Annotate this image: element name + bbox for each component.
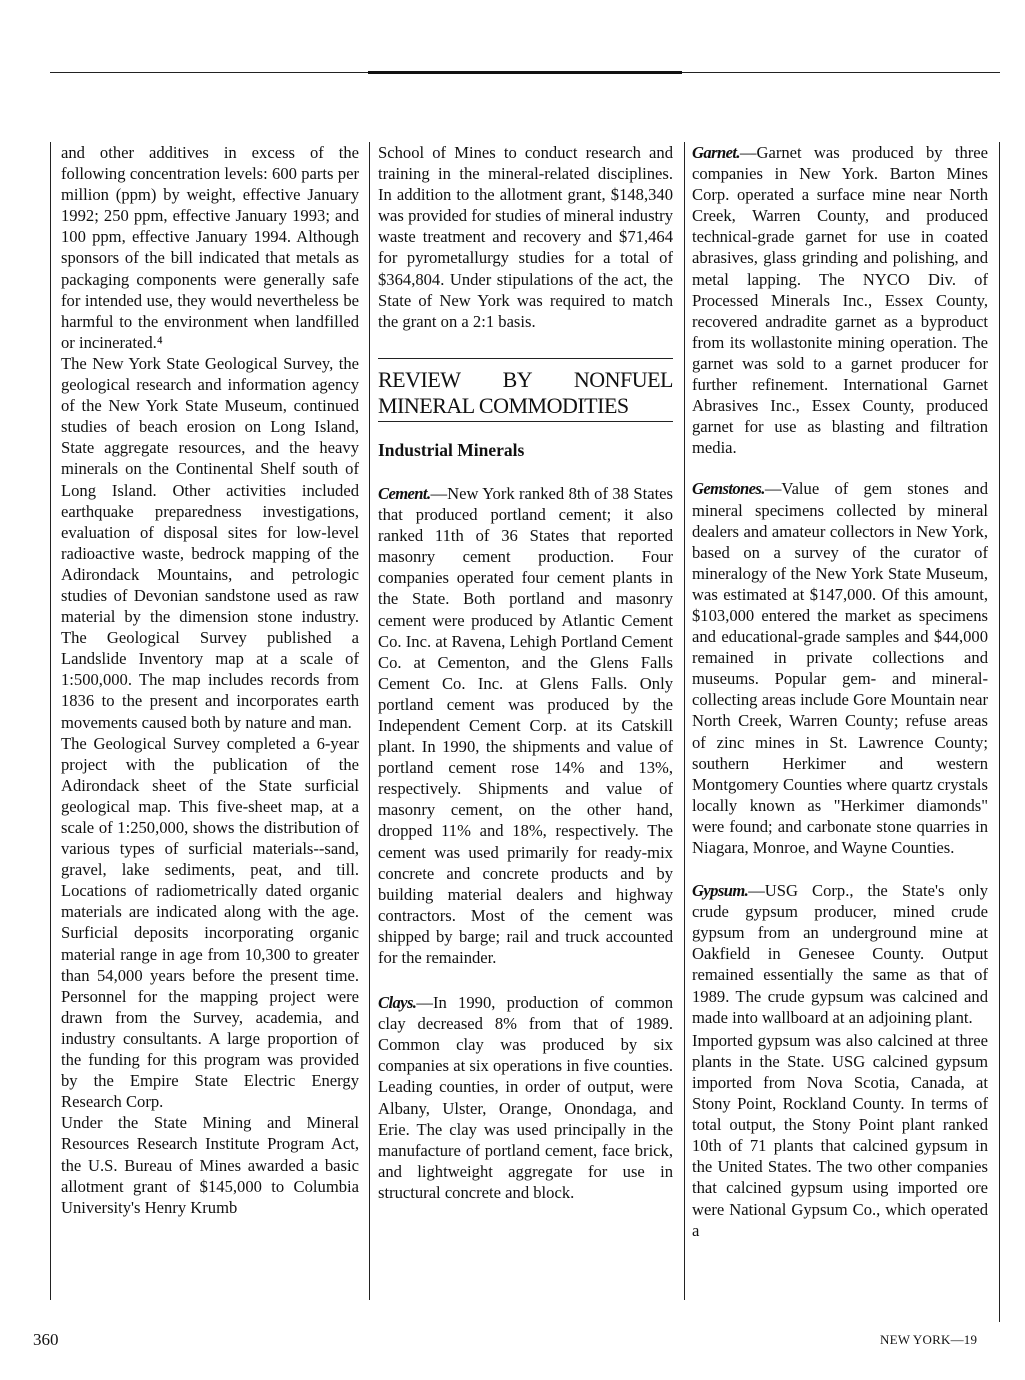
paragraph: The New York State Geological Survey, the geological research and information agency of the New York State Museum, continued studies of beach erosion on Long Island, State aggregate resources, and the heavy minerals on the Continental Shelf south of Long Island. Other activities included earthquake preparedness investigations, evaluation of disposal sites for low-level radioactive waste, bedrock mapping of the Adirondack Mountains, and petrologic studies of Devonian sandstone used as raw material by the dimension stone industry. The Geological Survey published a Landslide Inventory map at a scale of 1:500,000. The map includes records from 1836 to the present and incorporates earth movements caused both by nature and man. (61, 353, 359, 732)
column-3 (692, 142, 988, 1241)
paragraph-text: —USG Corp., the State's only crude gypsum producer, mined crude gypsum from an underground mine at Oakfield in Genesee County. Output remained essentially the same as that of 1989. The crude gypsum was calcined and made into wallboard at an adjoining plant. (692, 881, 988, 1027)
paragraph: and other additives in excess of the following concentration levels: 600 parts per million (ppm) by weight, effective January 1992; 250 ppm, effective January 1993; and 100 ppm, effective January 1994. Although sponsors of the bill indicated that metals as packaging components were generally safe for intended use, they would nevertheless be harmful to the environment when landfilled or incinerated.⁴ (61, 143, 359, 352)
paragraph-text: —Value of gem stones and mineral specimens collected by mineral dealers and amateur collectors in New York, based on a survey of the curator of mineralogy of the New York State Museum, was estimated at $147,000. Of this amount, $103,000 entered the market as specimens and educational-grade samples and $44,000 remained in private collections and museums. Popular gem- and mineral-collecting areas include Gore Mountain near North Creek, Warren County; refuse areas of zinc mines in St. Lawrence County; southern Herkimer and western Montgomery Counties where quartz crystals locally known as "Herkimer diamonds" were found; and carbonate stone quarries in Niagara, Monroe, and Wayne Counties. (692, 479, 988, 857)
subheading: Industrial Minerals (378, 439, 525, 460)
column-2 (378, 142, 673, 1203)
run-in-heading: Garnet. (692, 143, 740, 162)
column-rule-middle-right (684, 142, 685, 1300)
run-in-heading: Clays. (378, 993, 417, 1013)
paragraph: Imported gypsum was also calcined at three plants in the State. USG calcined gypsum imported from Nova Scotia, Canada, at Stony Point, Rockland County. In terms of total output, the Stony Point plant ranked 10th of 71 plants that calcined gypsum in the United States. The two other companies that calcined gypsum using imported ore were National Gypsum Co., which operated a (692, 1030, 988, 1240)
page-number: 360 (33, 1330, 59, 1349)
section-heading: REVIEW BY NONFUEL MINERAL COMMODITIES (378, 358, 673, 422)
paragraph: Under the State Mining and Mineral Resources Research Institute Program Act, the U.S. Bureau of Mines awarded a basic allotment grant of $145,000 to Columbia University's Henry Krumb (61, 1113, 359, 1217)
run-in-heading: Cement. (378, 483, 431, 503)
paragraph-clays (378, 992, 673, 1203)
paragraph-garnet (692, 142, 988, 458)
column-rule-middle-left (369, 142, 370, 1300)
run-in-heading: Gypsum. (692, 881, 749, 901)
column-rule-right (999, 142, 1000, 1322)
paragraph-text: —New York ranked 8th of 38 States that produced portland cement; it also ranked 11th of 36 States that reported masonry cement production. Four companies operated four cement plants in the State. Both portland and masonry cement were produced by Atlantic Cement Co. Inc. at Ravena, Lehigh Portland Cement Co. at Cementon, and the Glens Falls Cement Co. Inc. at Glens Falls. Only portland cement was produced by the Independent Cement Corp. at its Catskill plant. In 1990, the shipments and value of portland cement rose 14% and 13%, respectively. Shipments and value of masonry cement, on the other hand, dropped 11% and 18%, respectively. The cement was used primarily for ready-mix concrete and concrete products and by building material dealers and highway contractors. Most of the cement was shipped by barge; rail and truck accounted for the remainder. (378, 483, 673, 967)
column-1 (61, 142, 359, 1218)
paragraph-text: —Garnet was produced by three companies in New York. Barton Mines Corp. operated a surface mine near North Creek, Warren County, and produced technical-grade garnet for use in coated abrasives, glass grinding and polishing, and metal lapping. The NYCO Div. of Processed Minerals Inc., Essex County, recovered andradite garnet as a byproduct from its wollastonite mining operation. The garnet was sold to a garnet producer for further refinement. International Garnet Abrasives Inc., Essex County, produced garnet for use as blasting and filtration media. (692, 143, 988, 458)
paragraph-text: —In 1990, production of common clay decreased 8% from that of 1989. Common clay was produced by six companies at six operations in five counties. Leading counties, in order of output, were Albany, Ulster, Orange, Onondaga, and Erie. The clay was used principally in the manufacture of portland cement, face brick, and lightweight aggregate for use in structural concrete and block. (378, 993, 673, 1202)
column-rule-left (50, 142, 51, 1300)
paragraph-gypsum (692, 880, 988, 1028)
paragraph-gemstones (692, 478, 988, 858)
paragraph: School of Mines to conduct research and training in the mineral-related disciplines. In addition to the allotment grant, $148,340 was provided for studies of mineral industry waste treatment and recovery and $71,464 for pyrometallurgy studies for a total of $364,804. Under stipulations of the act, the State of New York was required to match the grant on a 2:1 basis. (378, 143, 673, 331)
top-rule-accent (368, 71, 682, 74)
running-footer: NEW YORK—19 (880, 1332, 978, 1347)
paragraph-cement (378, 483, 673, 968)
paragraph: The Geological Survey completed a 6-year project with the publication of the Adirondack sheet of the State surficial geological map. This five-sheet map, at a scale of 1:250,000, shows the distribution of various types of surficial materials--sand, gravel, lake sediments, peat, and till. Locations of radiometrically dated organic materials are indicated along with the age. Surficial deposits incorporating organic material range in age from 10,300 to greater than 54,000 years before the present time. Personnel for the mapping project were drawn from the Survey, academia, and industry consultants. A large proportion of the funding for this program was provided by the Empire State Electric Energy Research Corp. (61, 733, 359, 1112)
run-in-heading: Gemstones. (692, 479, 765, 499)
